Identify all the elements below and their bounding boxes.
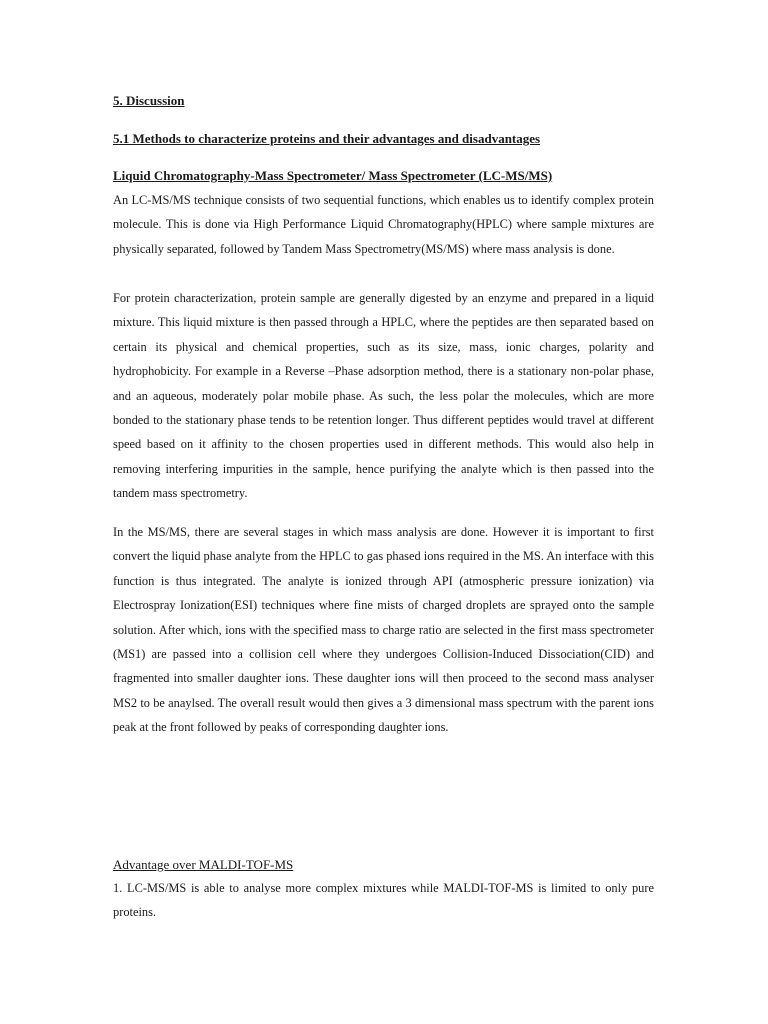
- paragraph-intro: An LC-MS/MS technique consists of two sequential functions, which enables us to identify complex protein molecule. This is done via High Performance Liquid Chromatography(HPLC) where sample mixtures are physically separated, followed by Tandem Mass Spectrometry(MS/MS) where mass analysis is done.: [113, 193, 654, 256]
- paragraph-protein-characterization: For protein characterization, protein sample are generally digested by an enzyme and prepared in a liquid mixture. This liquid mixture is then passed through a HPLC, where the peptides are then separated based on certain its physical and chemical properties, such as its size, mass, ionic charges, polarity and hydrophobicity. For example in a Reverse –Phase adsorption method, there is a stationary non-polar phase, and an aqueous, moderately polar mobile phase. As such, the less polar the molecules, which are more bonded to the stationary phase tends to be retention longer. Thus different peptides would travel at different speed based on it affinity to the chosen properties used in different methods. This would also help in removing interfering impurities in the sample, hence purifying the analyte which is then passed into the tandem mass spectrometry.: [113, 291, 654, 501]
- technique-heading: Liquid Chromatography-Mass Spectrometer/ Mass Spectrometer (LC-MS/MS): [113, 168, 553, 183]
- advantage-heading: Advantage over MALDI-TOF-MS: [113, 857, 294, 872]
- subsection-title: 5.1 Methods to characterize proteins and their advantages and disadvantages: [113, 131, 541, 146]
- section-title: 5. Discussion: [113, 93, 185, 108]
- paragraph-ms-ms: In the MS/MS, there are several stages in which mass analysis are done. However it is important to first convert the liquid phase analyte from the HPLC to gas phased ions required in the MS. An interface with this function is thus integrated. The analyte is ionized through API (atmospheric pressure ionization) via Electrospray Ionization(ESI) techniques where fine mists of charged droplets are sprayed onto the sample solution. After which, ions with the specified mass to charge ratio are selected in the first mass spectrometer (MS1) are passed into a collision cell where they undergoes Collision-Induced Dissociation(CID) and fragmented into smaller daughter ions. These daughter ions will then proceed to the second mass analyser MS2 to be anaylsed. The overall result would then gives a 3 dimensional mass spectrum with the parent ions peak at the front followed by peaks of corresponding daughter ions.: [113, 525, 654, 735]
- advantage-item: 1. LC-MS/MS is able to analyse more complex mixtures while MALDI-TOF-MS is limited to only pure proteins.: [113, 881, 654, 920]
